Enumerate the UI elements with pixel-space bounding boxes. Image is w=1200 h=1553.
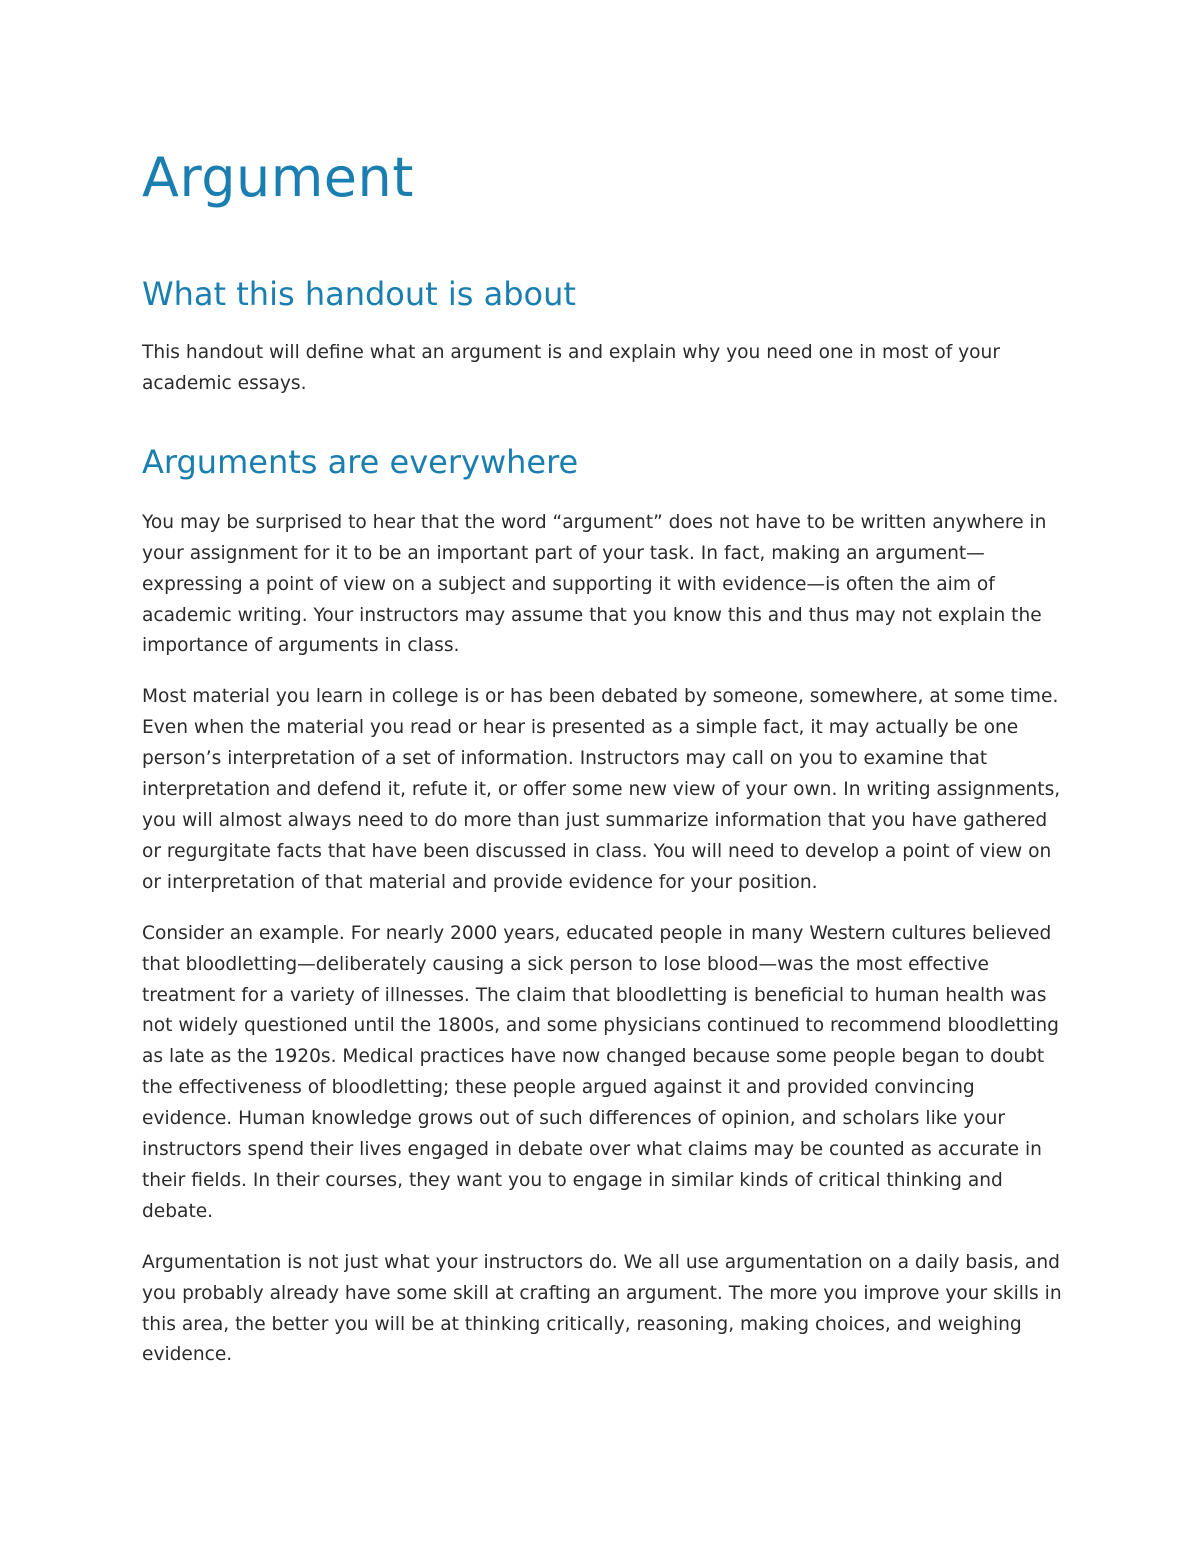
paragraph-bloodletting-example: Consider an example. For nearly 2000 years, educated people in many Western cultures believed that bloodletting—deliberately causing a sick person to lose blood—was the most effective treatment for a variety of illnesses. The claim that bloodletting is beneficial to human health was not widely questioned until the 1800s, and some physicians continued to recommend bloodletting as late as the 1920s. Medical practices have now changed because some people began to doubt the effectiveness of bloodletting; these people argued against it and provided convincing evidence. Human knowledge grows out of such differences of opinion, and scholars like your instructors spend their lives engaged in debate over what claims may be counted as accurate in their fields. In their courses, they want you to engage in similar kinds of critical thinking and debate. xyxy=(142,922,1059,1222)
paragraph-intro: This handout will define what an argument is and explain why you need one in most of your academic essays. xyxy=(142,342,1000,394)
paragraph-college-material: Most material you learn in college is or has been debated by someone, somewhere, at some time. Even when the material you read or hear is presented as a simple fact, it may actually be one person’s interpretation of a set of information. Instructors may call on you to examine that interpretation and defend it, refute it, or offer some new view of your own. In writing assignments, you will almost always need to do more than just summarize information that you have gathered or regurgitate facts that have been discussed in class. You will need to develop a point of view on or interpretation of that material and provide evidence for your position. xyxy=(142,686,1061,893)
paragraph-surprise: You may be surprised to hear that the word “argument” does not have to be written anywhere in your assignment for it to be an important part of your task. In fact, making an argument—expressing a point of view on a subject and supporting it with evidence—is often the aim of academic writing. Your instructors may assume that you know this and thus may not explain the importance of arguments in class. xyxy=(142,511,1047,657)
document-page xyxy=(142,138,1062,1371)
paragraph-argumentation-daily: Argumentation is not just what your instructors do. We all use argumentation on a daily basis, and you probably already have some skill at crafting an argument. The more you improve your skills in this area, the better you will be at thinking critically, reasoning, making choices, and weighing evidence. xyxy=(142,1251,1062,1366)
section-heading-everywhere: Arguments are everywhere xyxy=(142,442,579,481)
document-title: Argument xyxy=(142,146,414,209)
section-heading-about: What this handout is about xyxy=(142,275,576,313)
